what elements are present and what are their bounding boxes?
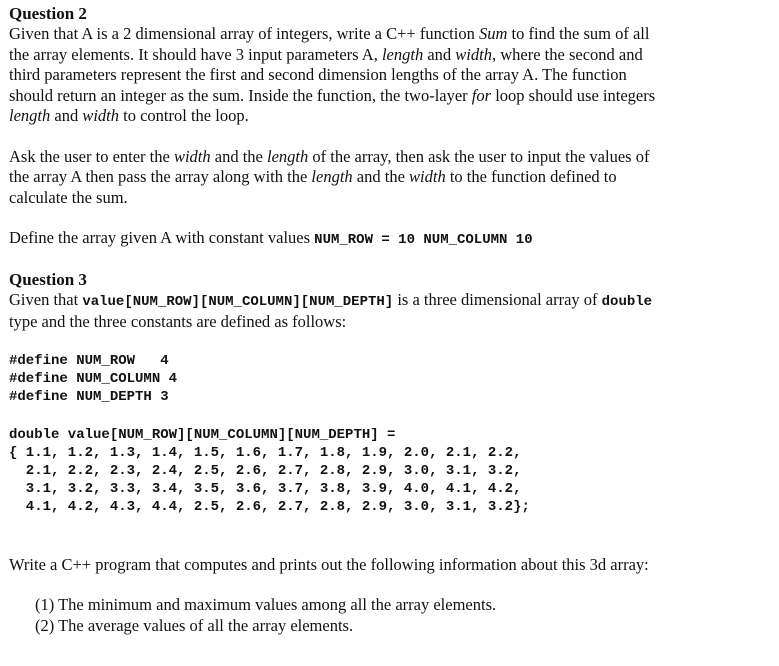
- question-3-task: Write a C++ program that computes and prints out the following information about this 3d array:: [9, 554, 649, 574]
- question-3-title: Question 3: [9, 269, 87, 289]
- task-list: [9, 595, 769, 636]
- list-item: (1) The minimum and maximum values among all the array elements.: [35, 595, 497, 614]
- document-page: [9, 4, 769, 636]
- list-item: (2) The average values of all the array elements.: [35, 615, 354, 635]
- define-constants-code: #define NUM_ROW 4 #define NUM_COLUMN 4 #define NUM_DEPTH 3: [9, 352, 178, 405]
- question-2-title: Question 2: [9, 4, 87, 23]
- question-2-paragraph-1: Given that A is a 2 dimensional array of integers, write a C++ function Sum to find the sum of all the array elements. It should have 3 input parameters A, length and width, where the second and third parameters represent the first and second dimension lengths of the array A. The function should return an integer as the sum. Inside the function, the two-layer for loop should use integers length and width to control the loop.: [9, 24, 656, 125]
- question-2-paragraph-3: Define the array given A with constant values NUM_ROW = 10 NUM_COLUMN 10: [9, 228, 533, 248]
- question-2-paragraph-2: Ask the user to enter the width and the length of the array, then ask the user to input the values of the array A then pass the array along with the length and the width to the function defined to calculate the sum.: [9, 146, 650, 207]
- array-initialization-code: double value[NUM_ROW][NUM_COLUMN][NUM_DEPTH] = { 1.1, 1.2, 1.3, 1.4, 1.5, 1.6, 1.7, 1.8, 1.9, 2.0, 2.1, 2.2, 2.1, 2.2, 2.3, 2.4, 2.5, 2.6, 2.7, 2.8, 2.9, 3.0, 3.1, 3.2, 3.1, 3.2, 3.3, 3.4, 3.5, 3.6, 3.7, 3.8, 3.9, 4.0, 4.1, 4.2, 4.1, 4.2, 4.3, 4.4, 2.5, 2.6, 2.7, 2.8, 2.9, 3.0, 3.1, 3.2};: [9, 426, 530, 515]
- question-3-paragraph-1: Given that value[NUM_ROW][NUM_COLUMN][NUM_DEPTH] is a three dimensional array of double type and the three constants are defined as follows:: [9, 289, 653, 331]
